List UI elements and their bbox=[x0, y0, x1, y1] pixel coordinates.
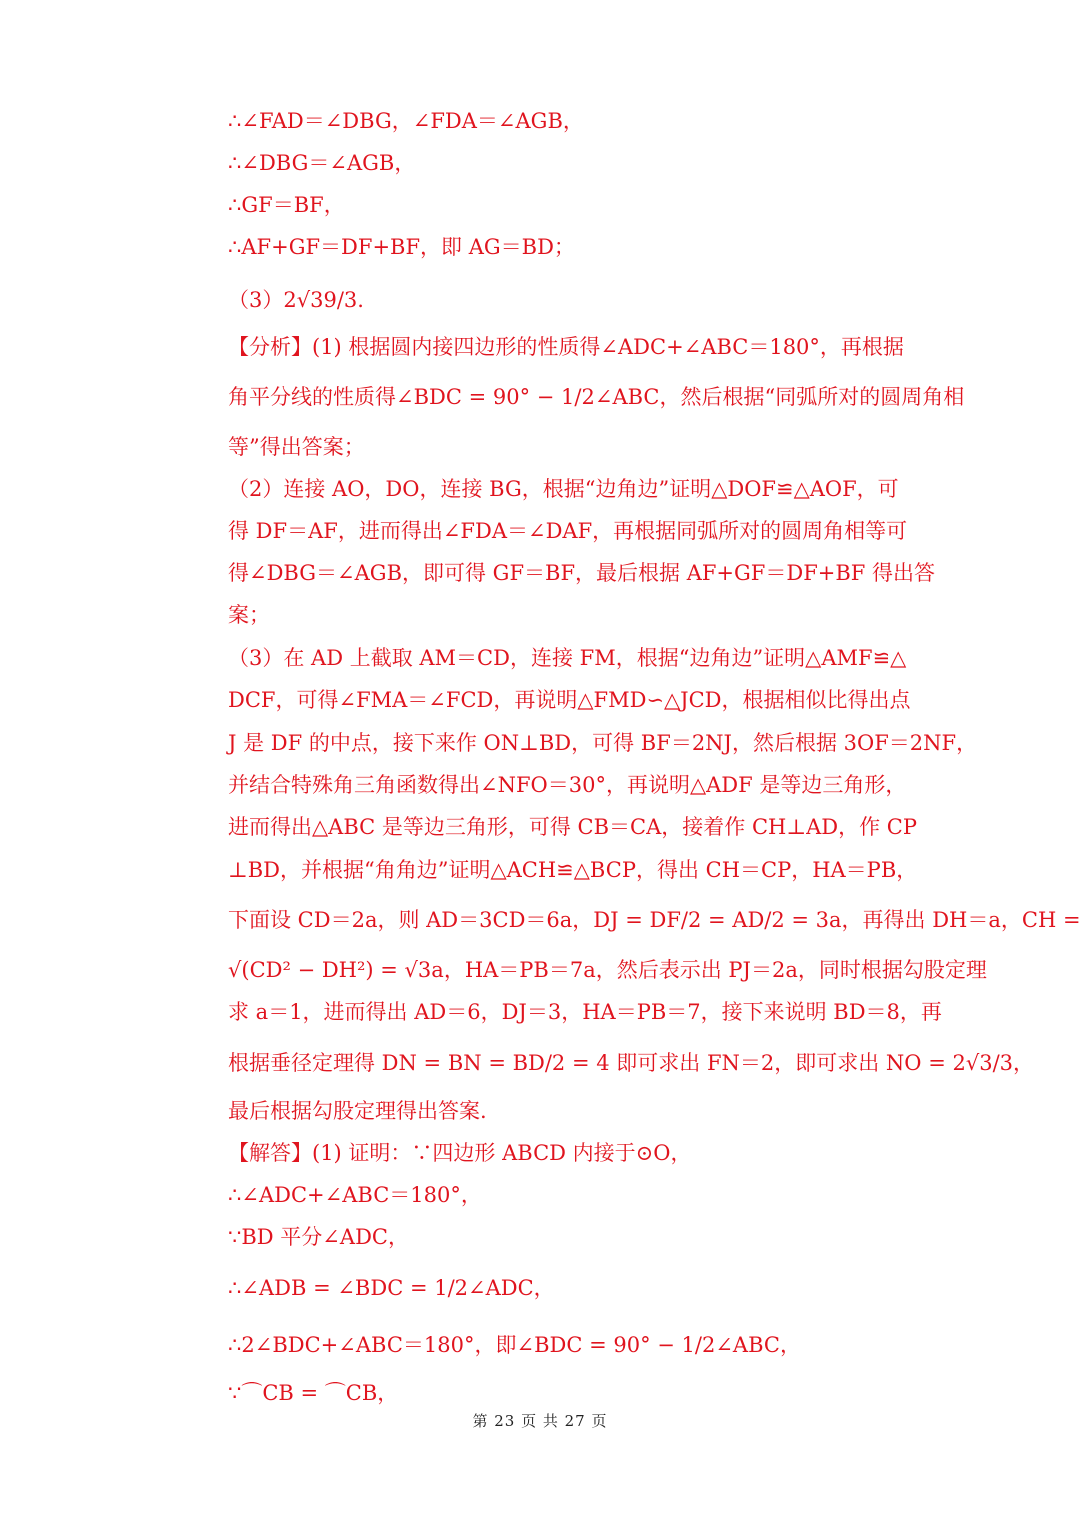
text-line: ∵BD 平分∠ADC， bbox=[228, 1225, 409, 1249]
text-line: 角平分线的性质得∠BDC = 90° − 1/2∠ABC，然后根据“同弧所对的圆周角相 bbox=[228, 385, 965, 409]
text-line: 根据垂径定理得 DN = BN = BD/2 = 4 即可求出 FN＝2，即可求出 NO = 2√3/3， bbox=[228, 1051, 1035, 1075]
analysis-heading-line: 【分析】(1) 根据圆内接四边形的性质得∠ADC+∠ABC＝180°，再根据 bbox=[228, 335, 904, 359]
text-line: ∴∠ADC+∠ABC＝180°， bbox=[228, 1183, 482, 1207]
text-line: 并结合特殊角三角函数得出∠NFO＝30°，再说明△ADF 是等边三角形， bbox=[228, 773, 907, 797]
text-line: （3）在 AD 上截取 AM＝CD，连接 FM，根据“边角边”证明△AMF≌△ bbox=[228, 646, 907, 670]
text-line: 得 DF＝AF，进而得出∠FDA＝∠DAF，再根据同弧所对的圆周角相等可 bbox=[228, 519, 908, 543]
text-line: ∵⌒CB = ⌒CB， bbox=[228, 1381, 399, 1405]
text-line: ∴AF+GF＝DF+BF，即 AG＝BD； bbox=[228, 235, 575, 259]
answer-heading-line: 【解答】(1) 证明：∵四边形 ABCD 内接于⊙O， bbox=[228, 1141, 692, 1165]
text-line: J 是 DF 的中点，接下来作 ON⊥BD，可得 BF＝2NJ，然后根据 3OF＝2NF， bbox=[228, 731, 978, 755]
text-line: ∴GF＝BF， bbox=[228, 193, 345, 217]
text-line: 进而得出△ABC 是等边三角形，可得 CB＝CA，接着作 CH⊥AD，作 CP bbox=[228, 815, 917, 839]
text-line: ∴∠FAD＝∠DBG，∠FDA＝∠AGB， bbox=[228, 109, 584, 133]
text-line: ⊥BD，并根据“角角边”证明△ACH≌△BCP，得出 CH＝CP，HA＝PB， bbox=[228, 858, 918, 882]
text-line: DCF，可得∠FMA＝∠FCD，再说明△FMD∽△JCD，根据相似比得出点 bbox=[228, 688, 911, 712]
text-line: 案； bbox=[228, 603, 270, 627]
text-line: ∴∠DBG＝∠AGB， bbox=[228, 151, 416, 175]
text-line: 等”得出答案； bbox=[228, 435, 365, 459]
page-footer: 第 23 页 共 27 页 bbox=[472, 1412, 608, 1430]
text-line: ∴∠ADB = ∠BDC = 1/2∠ADC， bbox=[228, 1276, 555, 1300]
text-line: （3）2√39/3. bbox=[228, 288, 364, 312]
text-line: 最后根据勾股定理得出答案. bbox=[228, 1099, 487, 1123]
text-line: 求 a＝1，进而得出 AD＝6，DJ＝3，HA＝PB＝7，接下来说明 BD＝8，再 bbox=[228, 1000, 942, 1024]
text-line: 得∠DBG＝∠AGB，即可得 GF＝BF，最后根据 AF+GF＝DF+BF 得出答 bbox=[228, 561, 936, 585]
text-line: √(CD² − DH²) = √3a，HA＝PB＝7a，然后表示出 PJ＝2a，同时根据勾股定理 bbox=[228, 958, 987, 982]
text-line: ∴2∠BDC+∠ABC＝180°，即∠BDC = 90° − 1/2∠ABC， bbox=[228, 1333, 801, 1357]
text-line: 下面设 CD＝2a，则 AD＝3CD＝6a，DJ = DF/2 = AD/2 = 3a，再得出 DH＝a，CH = bbox=[228, 908, 1081, 932]
text-line: （2）连接 AO，DO，连接 BG，根据“边角边”证明△DOF≌△AOF，可 bbox=[228, 477, 899, 501]
